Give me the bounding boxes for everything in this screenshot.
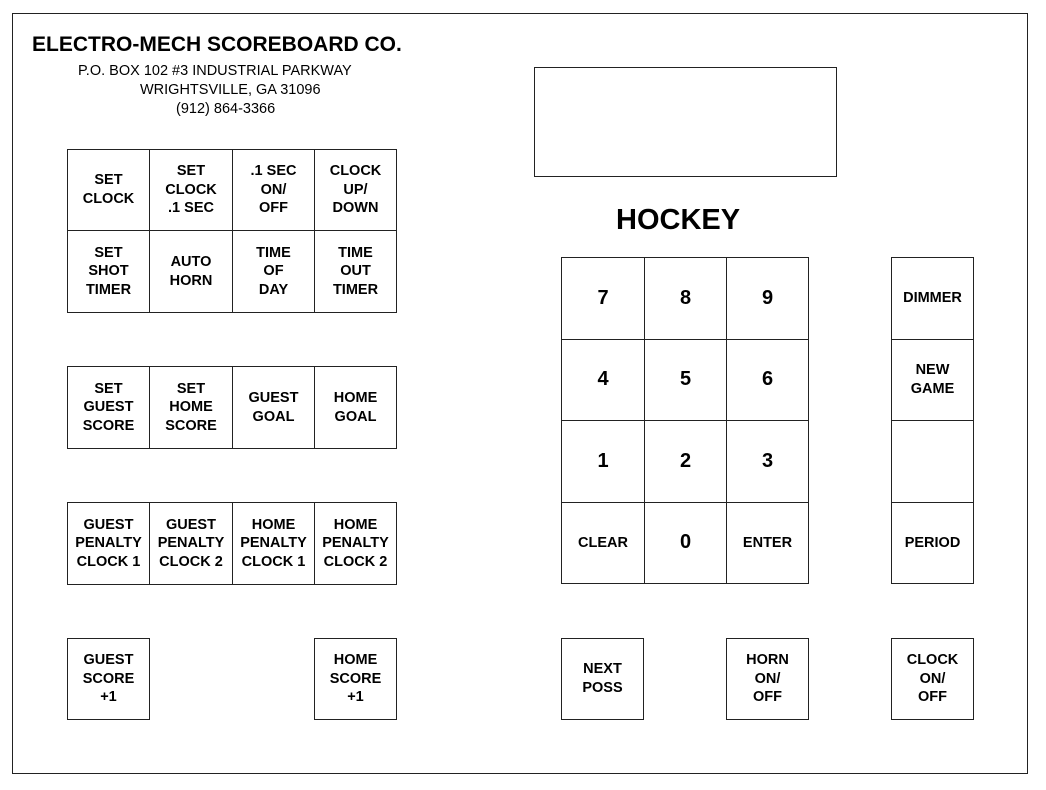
guest-goal-button[interactable]: GUEST GOAL xyxy=(233,367,315,449)
time-of-day-button[interactable]: TIME OF DAY xyxy=(233,231,315,313)
set-shot-timer-button[interactable]: SET SHOT TIMER xyxy=(68,231,150,313)
address-line-1: P.O. BOX 102 #3 INDUSTRIAL PARKWAY xyxy=(78,63,352,79)
period-button[interactable]: PERIOD xyxy=(892,503,974,584)
horn-toggle-button[interactable]: HORN ON/ OFF xyxy=(726,638,809,720)
next-possession-button[interactable]: NEXT POSS xyxy=(561,638,644,720)
dimmer-button[interactable]: DIMMER xyxy=(892,258,974,340)
enter-button[interactable]: ENTER xyxy=(727,503,809,584)
new-game-button[interactable]: NEW GAME xyxy=(892,340,974,421)
time-out-timer-button[interactable]: TIME OUT TIMER xyxy=(315,231,397,313)
score-button-group xyxy=(67,366,397,449)
sport-title: HOCKEY xyxy=(616,204,741,236)
company-name: ELECTRO-MECH SCOREBOARD CO. xyxy=(32,33,402,56)
key-1[interactable]: 1 xyxy=(562,421,645,503)
guest-score-plus-one-button[interactable]: GUEST SCORE +1 xyxy=(67,638,150,720)
guest-penalty-clock-1-button[interactable]: GUEST PENALTY CLOCK 1 xyxy=(68,503,150,585)
home-score-plus-one-button[interactable]: HOME SCORE +1 xyxy=(314,638,397,720)
clear-button[interactable]: CLEAR xyxy=(562,503,645,584)
key-8[interactable]: 8 xyxy=(645,258,727,340)
key-5[interactable]: 5 xyxy=(645,340,727,421)
key-9[interactable]: 9 xyxy=(727,258,809,340)
set-clock-tenth-button[interactable]: SET CLOCK .1 SEC xyxy=(150,150,233,231)
guest-penalty-clock-2-button[interactable]: GUEST PENALTY CLOCK 2 xyxy=(150,503,233,585)
numeric-keypad xyxy=(561,257,809,584)
auto-horn-button[interactable]: AUTO HORN xyxy=(150,231,233,313)
key-6[interactable]: 6 xyxy=(727,340,809,421)
key-2[interactable]: 2 xyxy=(645,421,727,503)
display-window xyxy=(534,67,837,177)
phone-number: (912) 864-3366 xyxy=(176,101,276,117)
clock-on-off-button[interactable]: CLOCK ON/ OFF xyxy=(891,638,974,720)
key-0[interactable]: 0 xyxy=(645,503,727,584)
tenth-sec-toggle-button[interactable]: .1 SEC ON/ OFF xyxy=(233,150,315,231)
side-button-group xyxy=(891,257,974,584)
address-line-2: WRIGHTSVILLE, GA 31096 xyxy=(140,82,321,98)
set-clock-button[interactable]: SET CLOCK xyxy=(68,150,150,231)
blank-button[interactable] xyxy=(892,421,974,503)
clock-up-down-button[interactable]: CLOCK UP/ DOWN xyxy=(315,150,397,231)
key-3[interactable]: 3 xyxy=(727,421,809,503)
clock-button-group xyxy=(67,149,397,313)
home-penalty-clock-1-button[interactable]: HOME PENALTY CLOCK 1 xyxy=(233,503,315,585)
home-goal-button[interactable]: HOME GOAL xyxy=(315,367,397,449)
set-guest-score-button[interactable]: SET GUEST SCORE xyxy=(68,367,150,449)
home-penalty-clock-2-button[interactable]: HOME PENALTY CLOCK 2 xyxy=(315,503,397,585)
key-7[interactable]: 7 xyxy=(562,258,645,340)
penalty-button-group xyxy=(67,502,397,585)
set-home-score-button[interactable]: SET HOME SCORE xyxy=(150,367,233,449)
key-4[interactable]: 4 xyxy=(562,340,645,421)
